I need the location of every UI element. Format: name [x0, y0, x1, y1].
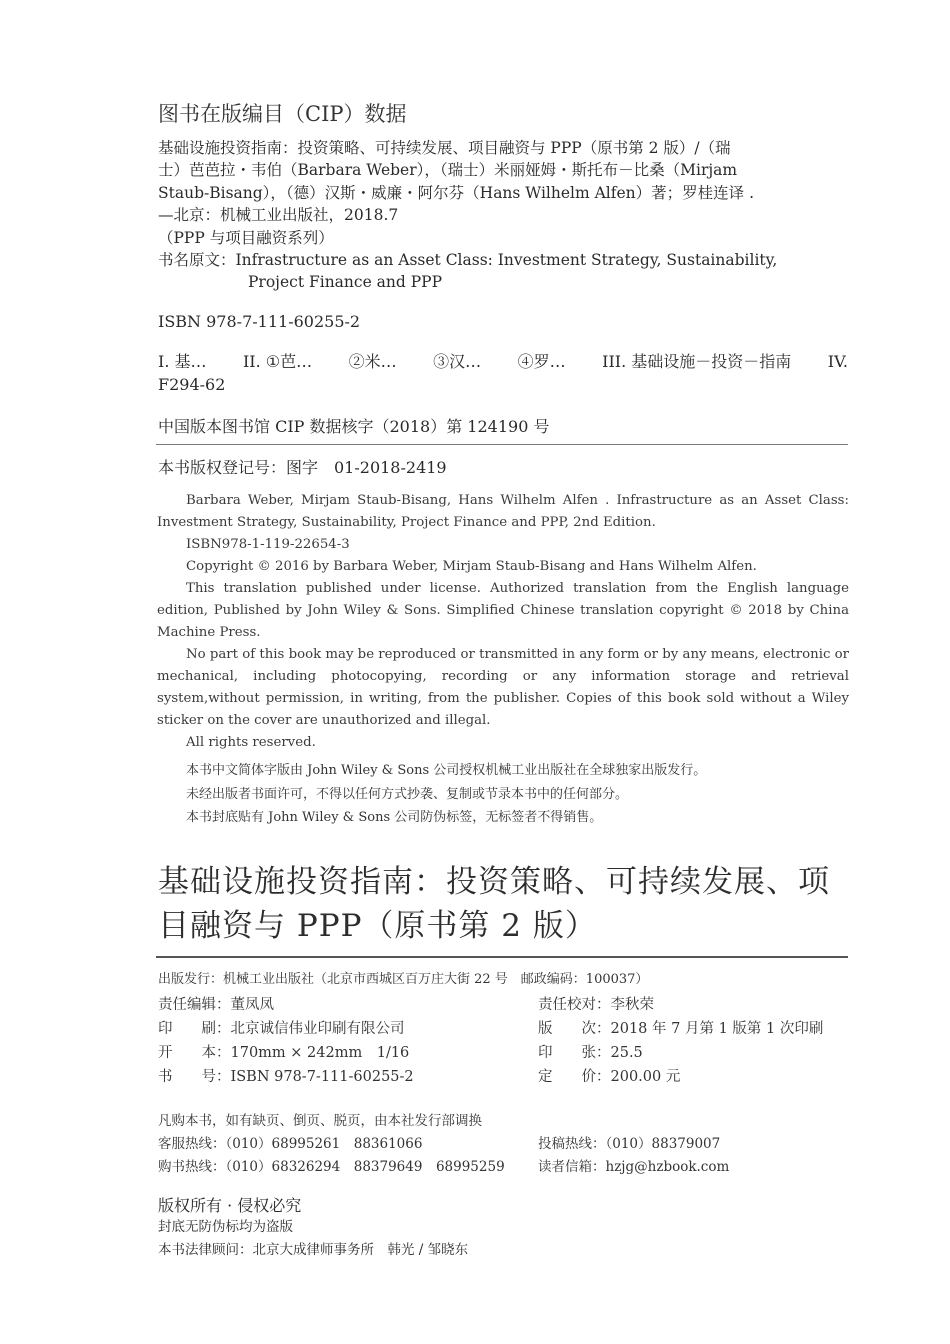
- submission-hotline: [538, 1132, 720, 1152]
- email-label: 读者信箱：: [538, 1159, 606, 1175]
- book-number-value: ISBN 978-7-111-60255-2: [230, 1069, 414, 1085]
- cip-verification: 中国版本图书馆 CIP 数据核字（2018）第 124190 号: [158, 417, 550, 436]
- reader-email: [538, 1155, 729, 1175]
- english-paragraph: Barbara Weber, Mirjam Staub-Bisang, Hans Wilhelm Alfen . Infrastructure as an Asset Class: Investment Strategy, Sustainability, Project Finance and PPP, 2nd Edition.: [157, 493, 849, 530]
- edition-row: [538, 1017, 823, 1038]
- cip-entry-line: （PPP 与项目融资系列）: [158, 228, 334, 247]
- purchase-hotline: [158, 1155, 505, 1175]
- english-paragraph: ISBN978-1-119-22654-3: [186, 537, 350, 552]
- english-paragraph: All rights reserved.: [186, 735, 316, 750]
- printer-value: 北京诚信伟业印刷有限公司: [230, 1021, 405, 1037]
- book-number-label: 书 号：: [158, 1069, 231, 1085]
- legal-counsel: 本书法律顾问：北京大成律师事务所 韩光 / 邹晓东: [158, 1242, 469, 1258]
- editor-label: 责任编辑：: [158, 997, 231, 1013]
- class-item: I. 基…: [158, 352, 207, 371]
- anti-piracy-note: 封底无防伪标均为盗版: [158, 1219, 293, 1235]
- copyright-registration: 本书版权登记号：图字 01-2018-2419: [158, 458, 447, 477]
- original-title-line1: Infrastructure as an Asset Class: Investment Strategy, Sustainability,: [235, 251, 778, 270]
- chinese-notes: [186, 759, 706, 830]
- original-title: [158, 249, 848, 271]
- class-item: IV.: [827, 352, 848, 371]
- original-title-label: 书名原文：: [158, 251, 236, 270]
- english-paragraph: No part of this book may be reproduced or transmitted in any form or by any means, electronic or mechanical, including photocopying, recording or any information storage and retrieval system,without permission, in writing, from the publisher. Copies of this book sold without a Wiley sticker on the cover are unauthorized and illegal.: [157, 647, 849, 728]
- cip-isbn: ISBN 978-7-111-60255-2: [158, 312, 361, 331]
- cip-entry: [158, 137, 848, 294]
- defect-note: 凡购本书，如有缺页、倒页、脱页，由本社发行部调换: [158, 1113, 482, 1129]
- purchase-label: 购书热线：: [158, 1159, 226, 1175]
- cip-entry-line: Staub-Bisang），（德）汉斯・威廉・阿尔芬（Hans Wilhelm Alfen）著；罗桂连译 .: [158, 183, 755, 202]
- format-label: 开 本：: [158, 1045, 231, 1061]
- class-item: II. ①芭…: [242, 352, 313, 371]
- class-item: ③汉…: [433, 352, 482, 371]
- printer-row: [158, 1017, 405, 1038]
- class-item: III. 基础设施－投资－指南: [602, 352, 792, 371]
- chinese-note: 本书封底贴有 John Wiley & Sons 公司防伪标签，无标签者不得销售。: [186, 810, 603, 825]
- service-value: （010）68995261 88361066: [225, 1136, 423, 1152]
- price-row: [538, 1065, 680, 1086]
- original-title-line2: Project Finance and PPP: [248, 273, 443, 292]
- book-title: [158, 860, 850, 948]
- divider: [156, 444, 848, 445]
- chinese-note: 本书中文简体字版由 John Wiley & Sons 公司授权机械工业出版社在全球独家出版发行。: [186, 763, 707, 778]
- chinese-note: 未经出版者书面许可，不得以任何方式抄袭、复制或节录本书中的任何部分。: [186, 786, 629, 802]
- service-label: 客服热线：: [158, 1136, 226, 1152]
- english-paragraph: Copyright © 2016 by Barbara Weber, Mirjam Staub-Bisang and Hans Wilhelm Alfen.: [186, 559, 757, 574]
- cip-entry-line: —北京：机械工业出版社，2018.7: [158, 206, 399, 225]
- proofreader-label: 责任校对：: [538, 997, 611, 1013]
- book-title-line2: 目融资与 PPP（原书第 2 版）: [158, 908, 597, 944]
- edition-label: 版 次：: [538, 1021, 611, 1037]
- english-paragraph: This translation published under license. Authorized translation from the English language edition, Published by John Wiley & Sons. Simplified Chinese translation copyright © 2018 by China Machine Press.: [157, 581, 849, 640]
- cip-entry-line: 基础设施投资指南：投资策略、可持续发展、项目融资与 PPP（原书第 2 版）/（瑞: [158, 139, 731, 157]
- format-row: [158, 1041, 409, 1062]
- publisher-line: 出版发行：机械工业出版社（北京市西城区百万庄大街 22 号 邮政编码：100037）: [158, 972, 649, 987]
- editor-row: [158, 993, 274, 1014]
- class-item: ④罗…: [517, 352, 566, 371]
- price-value: 200.00 元: [610, 1069, 681, 1085]
- printer-label: 印 刷：: [158, 1021, 231, 1037]
- sheets-row: [538, 1041, 643, 1062]
- cip-entry-line: 士）芭芭拉・韦伯（Barbara Weber），（瑞士）米丽娅姆・斯托布－比桑（Mirjam: [158, 161, 738, 180]
- service-hotline: [158, 1132, 422, 1152]
- english-copyright: [157, 490, 849, 754]
- edition-value: 2018 年 7 月第 1 版第 1 次印刷: [610, 1021, 824, 1037]
- class-item: ②米…: [348, 352, 397, 371]
- format-value: 170mm × 242mm 1/16: [230, 1045, 410, 1061]
- submit-value: （010）88379007: [605, 1136, 721, 1152]
- sheets-value: 25.5: [610, 1045, 643, 1061]
- rights-reserved: 版权所有 · 侵权必究: [158, 1196, 302, 1215]
- book-number-row: [158, 1065, 414, 1086]
- cip-classification: [158, 350, 848, 396]
- sheets-label: 印 张：: [538, 1045, 611, 1061]
- proofreader-value: 李秋荣: [610, 997, 654, 1013]
- submit-label: 投稿热线：: [538, 1136, 606, 1152]
- cip-heading: 图书在版编目（CIP）数据: [158, 102, 407, 126]
- editor-value: 董凤凤: [230, 997, 274, 1013]
- class-line2: F294-62: [158, 375, 226, 394]
- email-value: hzjg@hzbook.com: [605, 1159, 730, 1175]
- purchase-value: （010）68326294 88379649 68995259: [225, 1159, 505, 1175]
- title-divider: [156, 956, 848, 958]
- proofreader-row: [538, 993, 654, 1014]
- price-label: 定 价：: [538, 1069, 611, 1085]
- book-title-line1: 基础设施投资指南：投资策略、可持续发展、项: [158, 864, 830, 900]
